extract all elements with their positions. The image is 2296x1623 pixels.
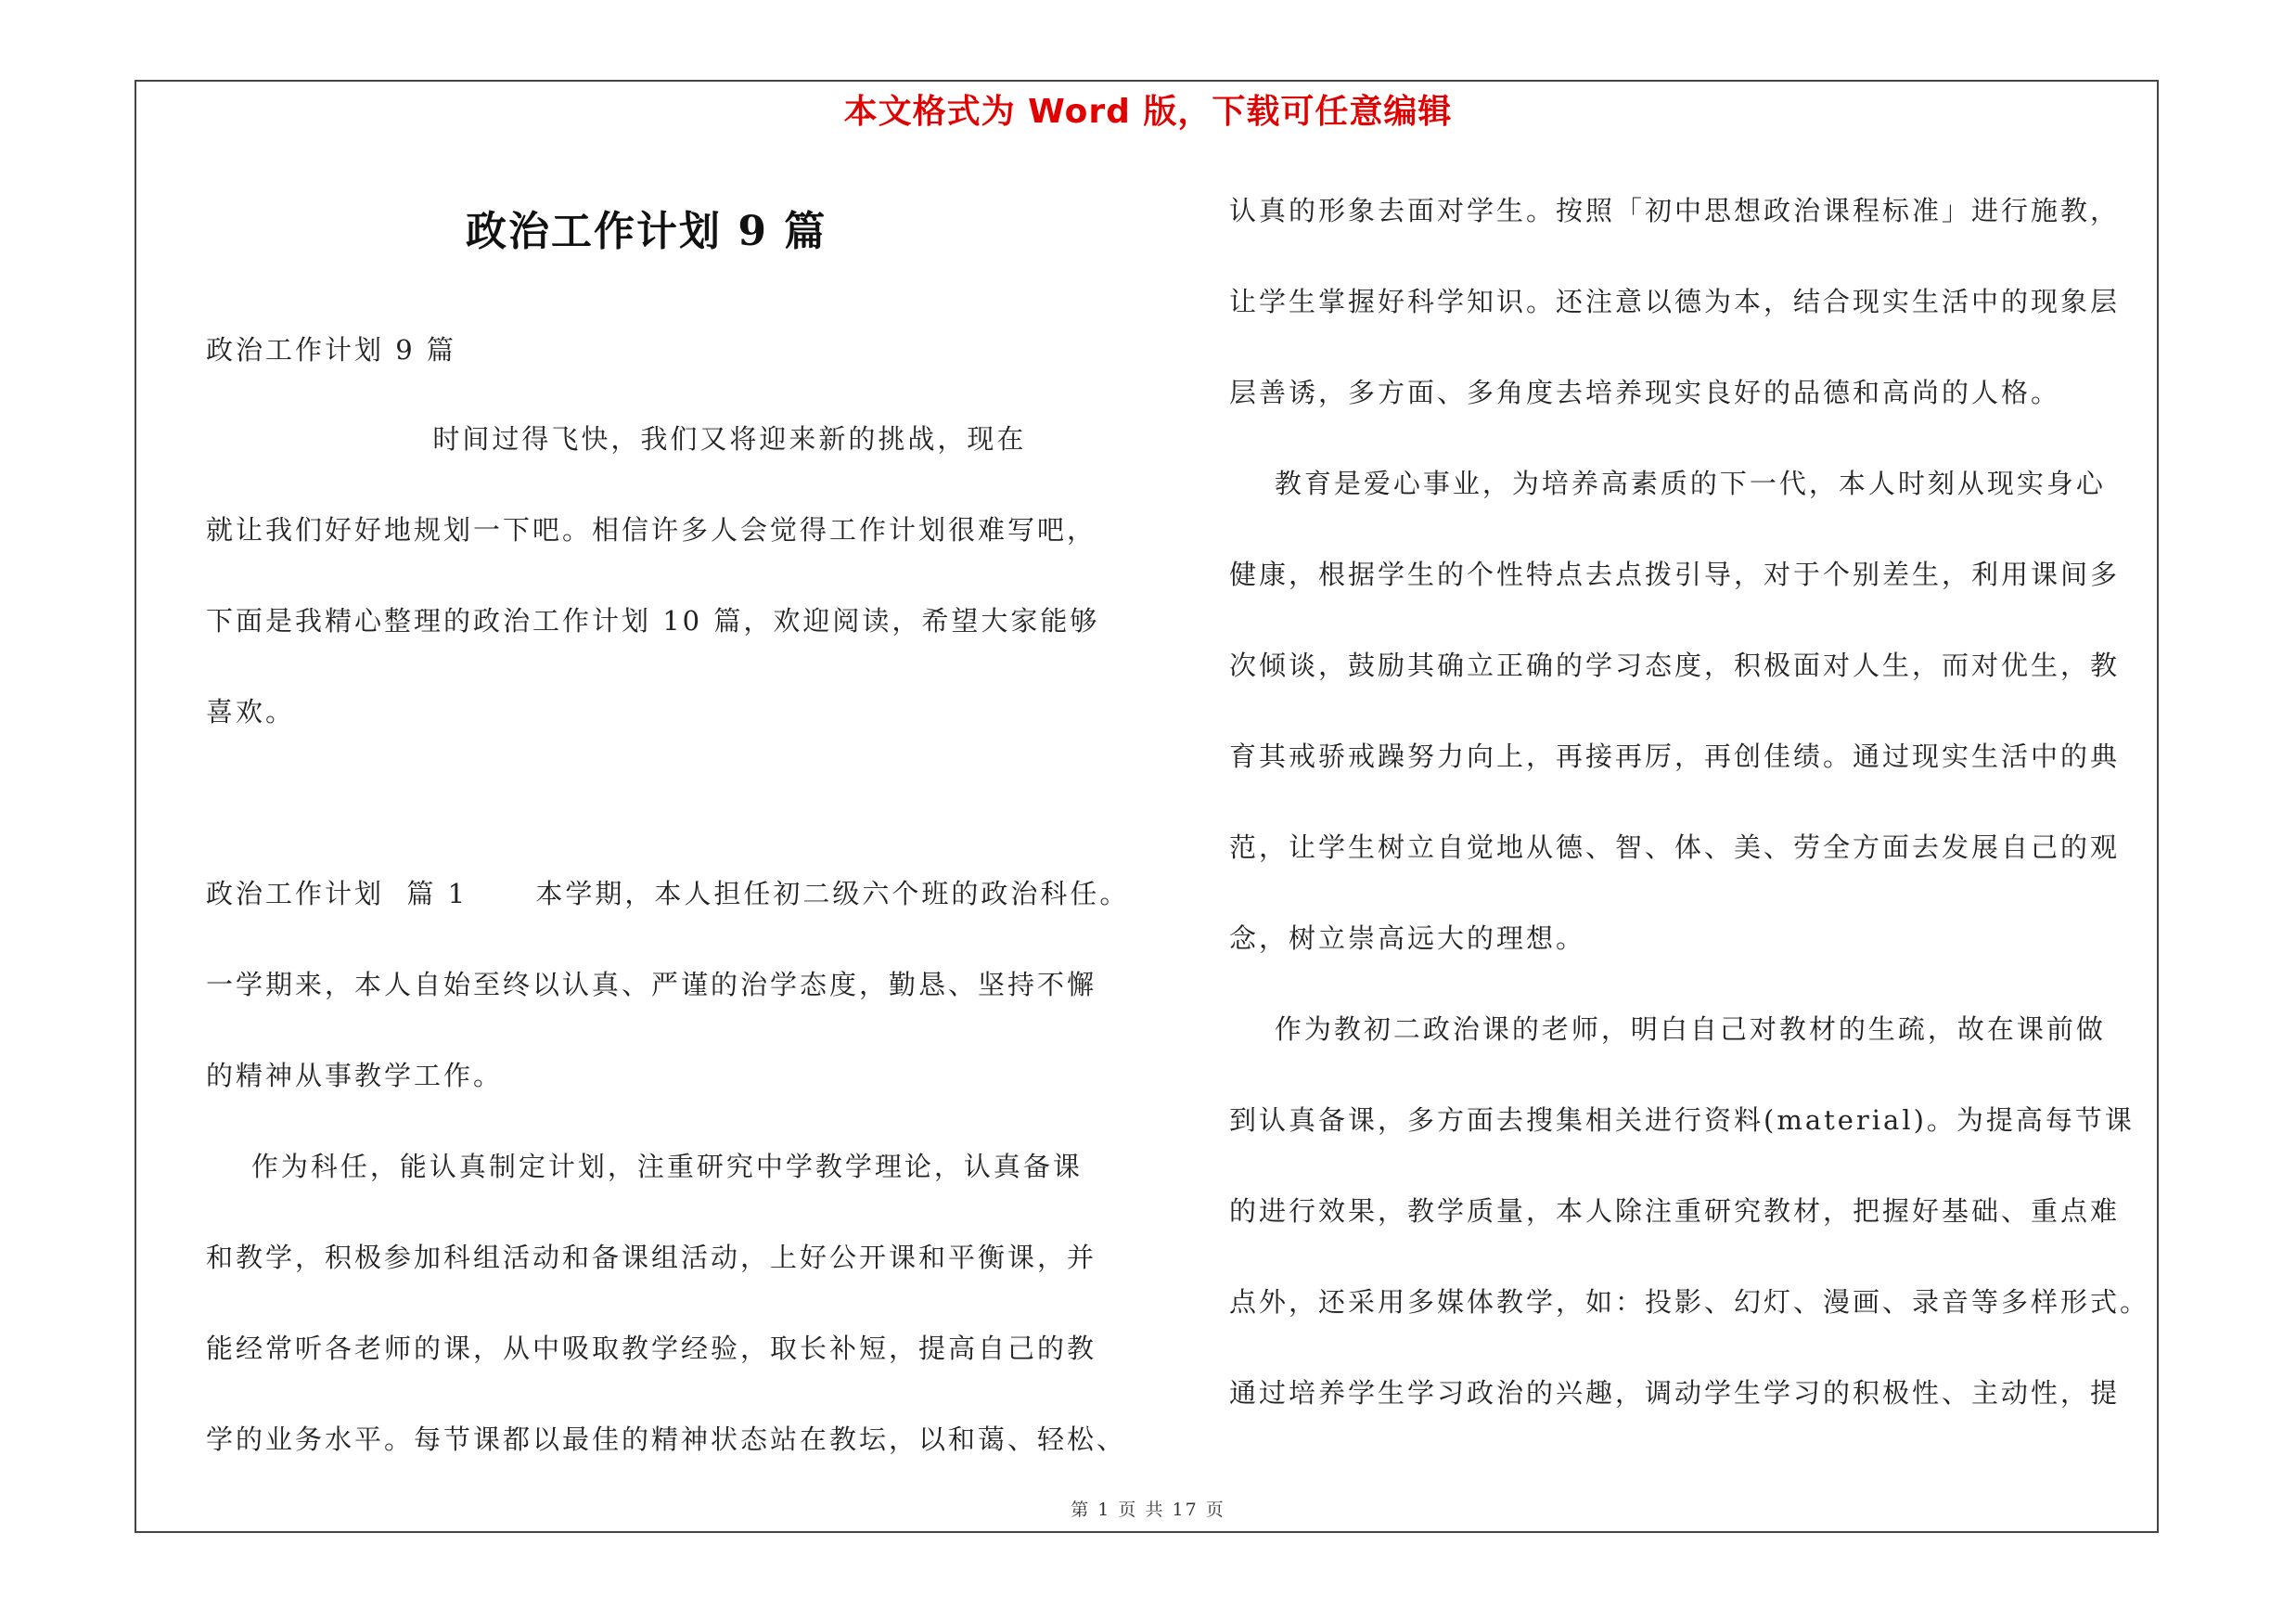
body-line: 的精神从事教学工作。: [206, 1060, 504, 1091]
page-number-footer: 第 1 页 共 17 页: [1071, 1500, 1225, 1520]
document-title: 政治工作计划 9 篇: [466, 208, 827, 255]
body-line: 和教学，积极参加科组活动和备课组活动，上好公开课和平衡课，并: [206, 1242, 1097, 1273]
body-line: 能经常听各老师的课，从中吸取教学经验，取长补短，提高自己的教: [206, 1333, 1097, 1364]
body-line: 次倾谈，鼓励其确立正确的学习态度，积极面对人生，而对优生，教: [1229, 650, 2121, 681]
editable-notice-banner: 本文格式为 Word 版，下载可任意编辑: [843, 93, 1453, 131]
body-line: 让学生掌握好科学知识。还注意以德为本，结合现实生活中的现象层: [1229, 286, 2121, 317]
body-line: 念，树立崇高远大的理想。: [1229, 922, 1586, 954]
section-heading-line: 政治工作计划 篇 1 本学期，本人担任初二级六个班的政治科任。: [206, 878, 1130, 909]
intro-line: 喜欢。: [206, 696, 296, 728]
intro-line: 下面是我精心整理的政治工作计划 10 篇，欢迎阅读，希望大家能够: [206, 605, 1100, 637]
intro-line: 就让我们好好地规划一下吧。相信许多人会觉得工作计划很难写吧，: [206, 514, 1097, 546]
intro-line: 时间过得飞快，我们又将迎来新的挑战，现在: [206, 423, 1027, 455]
body-line: 作为科任，能认真制定计划，注重研究中学教学理论，认真备课: [206, 1151, 1083, 1182]
body-line: 范，让学生树立自觉地从德、智、体、美、劳全方面去发展自己的观: [1229, 831, 2121, 863]
body-line: 育其戒骄戒躁努力向上，再接再厉，再创佳绩。通过现实生活中的典: [1229, 741, 2121, 772]
body-line: 层善诱，多方面、多角度去培养现实良好的品德和高尚的人格。: [1229, 377, 2061, 408]
body-line: 通过培养学生学习政治的兴趣，调动学生学习的积极性、主动性，提: [1229, 1377, 2121, 1409]
body-line: 学的业务水平。每节课都以最佳的精神状态站在教坛，以和蔼、轻松、: [206, 1423, 1127, 1455]
body-line: 健康，根据学生的个性特点去点拨引导，对于个别差生，利用课间多: [1229, 559, 2121, 590]
body-line: 一学期来，本人自始至终以认真、严谨的治学态度，勤恳、坚持不懈: [206, 969, 1097, 1000]
body-line: 认真的形象去面对学生。按照「初中思想政治课程标准」进行施教，: [1229, 195, 2121, 226]
body-line: 到认真备课，多方面去搜集相关进行资料(material)。为提高每节课: [1229, 1104, 2135, 1136]
body-line: 教育是爱心事业，为培养高素质的下一代，本人时刻从现实身心: [1229, 468, 2106, 499]
subtitle-line: 政治工作计划 9 篇: [206, 334, 456, 366]
body-line: 的进行效果，教学质量，本人除注重研究教材，把握好基础、重点难: [1229, 1195, 2121, 1227]
body-line: 点外，还采用多媒体教学，如：投影、幻灯、漫画、录音等多样形式。: [1229, 1286, 2150, 1318]
body-line: 作为教初二政治课的老师，明白自己对教材的生疏，故在课前做: [1229, 1013, 2106, 1045]
